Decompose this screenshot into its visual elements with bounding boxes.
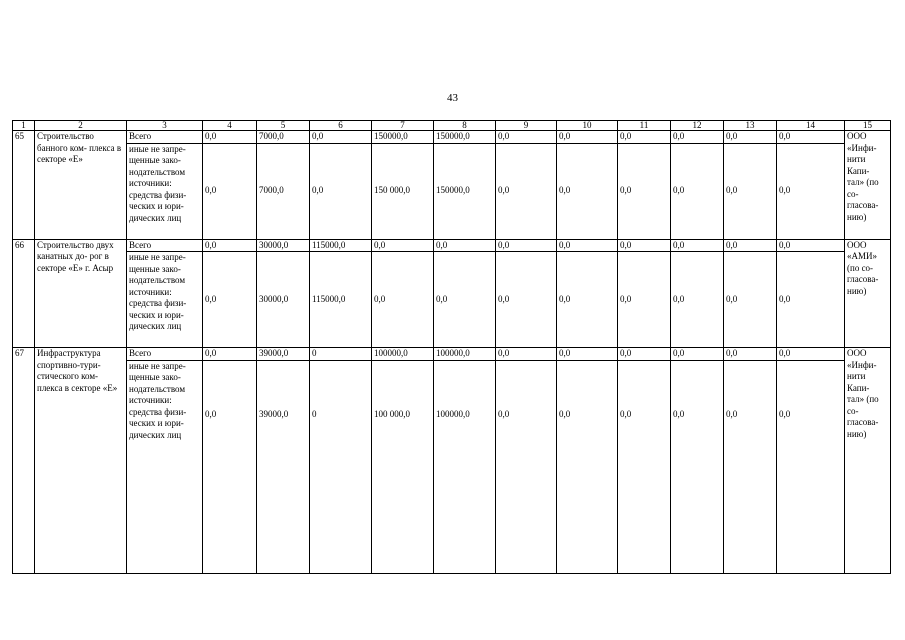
total-value: 0,0 <box>618 348 671 361</box>
total-value: 0,0 <box>203 239 257 252</box>
source-value: 0,0 <box>434 252 496 348</box>
total-value: 0,0 <box>777 348 845 361</box>
source-value: 150000,0 <box>434 143 496 239</box>
source-value: 30000,0 <box>257 252 310 348</box>
total-value: 100000,0 <box>434 348 496 361</box>
source-value: 0,0 <box>496 143 557 239</box>
source-value: 0,0 <box>671 143 724 239</box>
table-row <box>13 360 891 573</box>
source-value: 0,0 <box>203 360 257 573</box>
source-value: 0,0 <box>724 143 777 239</box>
total-value: 0,0 <box>724 239 777 252</box>
source-value: 0,0 <box>724 252 777 348</box>
measure-name: Строительство двух канатных до- рог в секторе «Е» г. Асыр <box>35 239 127 348</box>
source-value: 0,0 <box>203 143 257 239</box>
source-description: иные не запре- щенные зако- нодательством источники: средства физи- ческих и юри- дических лиц <box>127 252 203 348</box>
source-value: 0,0 <box>777 143 845 239</box>
total-value: 0,0 <box>557 239 618 252</box>
total-value: 0,0 <box>310 131 372 144</box>
executor: ООО «Инфи- нити Капи- тал» (по со- гласова- нию) <box>845 131 891 240</box>
row-number: 66 <box>13 239 35 348</box>
total-value: 0,0 <box>724 348 777 361</box>
total-value: 0,0 <box>671 131 724 144</box>
table-row <box>13 348 891 361</box>
total-value: 0 <box>310 348 372 361</box>
source-value: 0 <box>310 360 372 573</box>
total-value: 0,0 <box>496 239 557 252</box>
table-row <box>13 131 891 144</box>
source-value: 100000,0 <box>434 360 496 573</box>
source-value: 0,0 <box>496 360 557 573</box>
source-value: 0,0 <box>557 143 618 239</box>
total-value: 0,0 <box>434 239 496 252</box>
column-header: 13 <box>724 121 777 131</box>
total-value: 0,0 <box>557 348 618 361</box>
source-value: 39000,0 <box>257 360 310 573</box>
column-header: 9 <box>496 121 557 131</box>
total-value: 0,0 <box>671 239 724 252</box>
total-value: 7000,0 <box>257 131 310 144</box>
column-header: 8 <box>434 121 496 131</box>
source-value: 0,0 <box>496 252 557 348</box>
total-value: 0,0 <box>724 131 777 144</box>
total-value: 0,0 <box>618 131 671 144</box>
column-header: 11 <box>618 121 671 131</box>
total-value: 0,0 <box>777 239 845 252</box>
page-number: 43 <box>447 92 458 104</box>
source-value: 0,0 <box>724 360 777 573</box>
table-row <box>13 239 891 252</box>
total-value: 115000,0 <box>310 239 372 252</box>
source-value: 0,0 <box>671 360 724 573</box>
total-value: 150000,0 <box>372 131 434 144</box>
total-value: 0,0 <box>671 348 724 361</box>
total-label: Всего <box>127 239 203 252</box>
source-description: иные не запре- щенные зако- нодательством источники: средства физи- ческих и юри- дических лиц <box>127 143 203 239</box>
total-value: 0,0 <box>557 131 618 144</box>
total-value: 0,0 <box>496 131 557 144</box>
source-value: 0,0 <box>372 252 434 348</box>
source-value: 100 000,0 <box>372 360 434 573</box>
total-value: 0,0 <box>496 348 557 361</box>
total-value: 0,0 <box>777 131 845 144</box>
source-value: 0,0 <box>203 252 257 348</box>
column-header: 14 <box>777 121 845 131</box>
column-header: 2 <box>35 121 127 131</box>
total-label: Всего <box>127 348 203 361</box>
column-header: 4 <box>203 121 257 131</box>
column-header: 10 <box>557 121 618 131</box>
source-value: 7000,0 <box>257 143 310 239</box>
column-header: 7 <box>372 121 434 131</box>
column-header: 3 <box>127 121 203 131</box>
total-value: 39000,0 <box>257 348 310 361</box>
executor: ООО «Инфи- нити Капи- тал» (по со- гласова- нию) <box>845 348 891 574</box>
source-value: 0,0 <box>557 360 618 573</box>
column-number-row <box>13 121 891 131</box>
total-value: 30000,0 <box>257 239 310 252</box>
total-value: 0,0 <box>203 348 257 361</box>
source-description: иные не запре- щенные зако- нодательством источники: средства физи- ческих и юри- дических лиц <box>127 360 203 573</box>
column-header: 15 <box>845 121 891 131</box>
financing-table <box>12 120 891 574</box>
source-value: 0,0 <box>777 360 845 573</box>
source-value: 0,0 <box>618 360 671 573</box>
row-number: 65 <box>13 131 35 240</box>
source-value: 0,0 <box>618 143 671 239</box>
source-value: 0,0 <box>777 252 845 348</box>
column-header: 5 <box>257 121 310 131</box>
column-header: 6 <box>310 121 372 131</box>
total-value: 0,0 <box>203 131 257 144</box>
measure-name: Инфраструктура спортивно-тури- стического ком- плекса в секторе «Е» <box>35 348 127 574</box>
source-value: 0,0 <box>310 143 372 239</box>
executor: ООО «АМИ» (по со- гласова- нию) <box>845 239 891 348</box>
table-row <box>13 143 891 239</box>
total-label: Всего <box>127 131 203 144</box>
column-header: 12 <box>671 121 724 131</box>
source-value: 115000,0 <box>310 252 372 348</box>
source-value: 0,0 <box>557 252 618 348</box>
measure-name: Строительство банного ком- плекса в секторе «Е» <box>35 131 127 240</box>
source-value: 150 000,0 <box>372 143 434 239</box>
row-number: 67 <box>13 348 35 574</box>
total-value: 0,0 <box>618 239 671 252</box>
total-value: 100000,0 <box>372 348 434 361</box>
total-value: 150000,0 <box>434 131 496 144</box>
source-value: 0,0 <box>671 252 724 348</box>
column-header: 1 <box>13 121 35 131</box>
total-value: 0,0 <box>372 239 434 252</box>
table-row <box>13 252 891 348</box>
source-value: 0,0 <box>618 252 671 348</box>
